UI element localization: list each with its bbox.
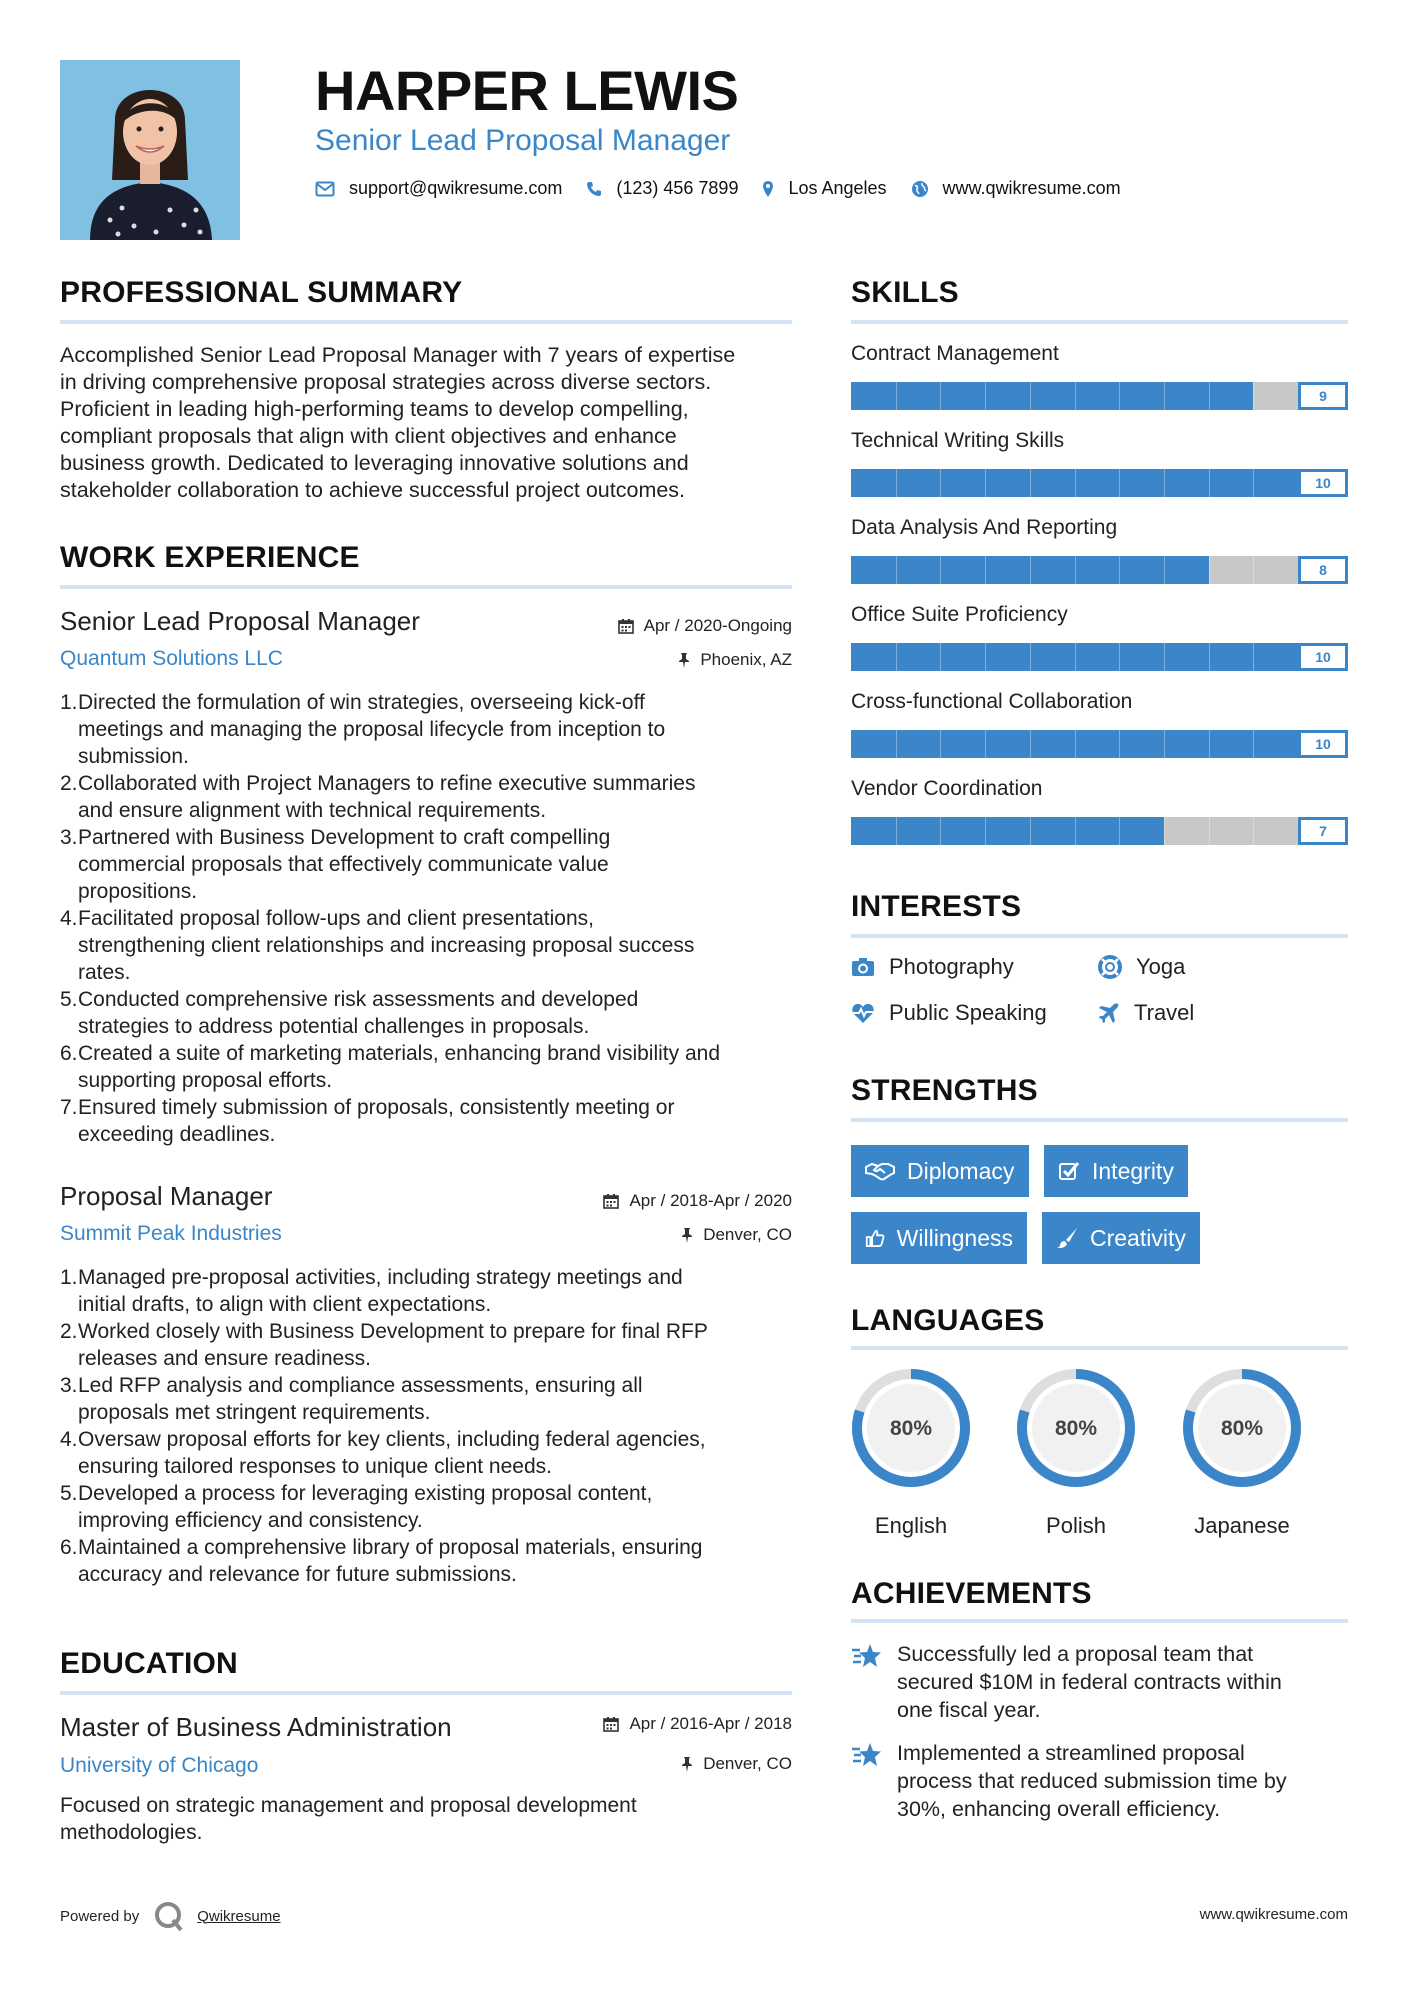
- skill-level-badge: 10: [1298, 730, 1348, 758]
- interest-photography: Photography: [851, 954, 1014, 980]
- strength-tag-creativity: Creativity: [1042, 1212, 1200, 1264]
- skill-bar-segment: [1119, 469, 1120, 497]
- education-divider: [60, 1691, 792, 1695]
- footer-powered-by: Powered by Qwikresume: [60, 1900, 281, 1932]
- language-name: Japanese: [1194, 1513, 1290, 1538]
- skill-bar-segment: [1209, 817, 1210, 845]
- list-item: 5. Developed a process for leveraging existing proposal content, improving efficiency and consistency.: [60, 1482, 653, 1532]
- dates-text: Apr / 2016-Apr / 2018: [629, 1714, 792, 1733]
- skill-bar-segment: [1209, 556, 1210, 584]
- envelope-icon: [315, 181, 335, 197]
- list-item: 1. Directed the formulation of win strategies, overseeing kick-off meetings and managing the proposal lifecycle from inception to submission.: [60, 691, 666, 768]
- list-item: 3. Led RFP analysis and compliance assessments, ensuring all proposals met stringent requirements.: [60, 1374, 643, 1424]
- brush-icon: [1056, 1227, 1078, 1249]
- work-heading: WORK EXPERIENCE: [60, 541, 360, 574]
- job-location: [678, 650, 792, 670]
- job-company: Quantum Solutions LLC: [60, 647, 283, 670]
- qwikresume-logo-icon: [153, 1900, 185, 1932]
- skill-bar-segment: [1030, 817, 1031, 845]
- list-item: 7. Ensured timely submission of proposals, consistently meeting or exceeding deadlines.: [60, 1096, 675, 1146]
- education-location: [681, 1754, 792, 1774]
- strength-tag-willingness: Willingness: [851, 1212, 1027, 1264]
- footer-website[interactable]: www.qwikresume.com: [1199, 1906, 1348, 1923]
- job-bullets: [60, 1264, 800, 1588]
- skill-bar-segment: [1119, 556, 1120, 584]
- location-text: Denver, CO: [703, 1225, 792, 1244]
- skill-name: Contract Management: [851, 342, 1059, 365]
- skill-bar-segment: [1164, 817, 1165, 845]
- skill-bar: [851, 469, 1348, 497]
- language-item: [849, 1366, 973, 1539]
- profile-photo: [60, 60, 240, 240]
- strength-tag-integrity: Integrity: [1044, 1145, 1188, 1197]
- skill-bar-segment: [940, 556, 941, 584]
- thumbs-up-icon: [865, 1227, 885, 1249]
- interest-yoga: Yoga: [1098, 954, 1185, 980]
- skill-bar-segment: [1030, 643, 1031, 671]
- skill-bar: [851, 817, 1348, 845]
- job-dates: [618, 616, 792, 636]
- candidate-name: HARPER LEWIS: [315, 59, 739, 122]
- skill-bar-segment: [896, 643, 897, 671]
- skill-bar-segment: [1164, 382, 1165, 410]
- language-item: [1180, 1366, 1304, 1539]
- skill-bar-segment: [1209, 469, 1210, 497]
- skill-name: Cross-functional Collaboration: [851, 690, 1133, 713]
- map-pin-icon: [762, 180, 774, 198]
- summary-line: business growth. Dedicated to leveraging innovative solutions and: [60, 451, 689, 475]
- job-company: Summit Peak Industries: [60, 1222, 282, 1245]
- languages-divider: [851, 1346, 1348, 1350]
- list-item: 6. Created a suite of marketing materials, enhancing brand visibility and supporting proposal efforts.: [60, 1042, 721, 1092]
- job-location: [681, 1225, 792, 1245]
- skill-bar-segment: [1164, 643, 1165, 671]
- skills-divider: [851, 320, 1348, 324]
- degree-title: Master of Business Administration: [60, 1712, 452, 1742]
- skill-bar-segment: [1030, 382, 1031, 410]
- skill-bar-segment: [896, 556, 897, 584]
- school-name: University of Chicago: [60, 1754, 259, 1777]
- skill-bar-segment: [1030, 730, 1031, 758]
- language-name: English: [874, 1513, 948, 1538]
- contact-email[interactable]: [315, 178, 562, 199]
- list-item: 6. Maintained a comprehensive library of proposal materials, ensuring accuracy and relevance for future submissions.: [60, 1536, 703, 1586]
- language-percent-label: 80%: [889, 1417, 933, 1440]
- pushpin-icon: [681, 1227, 693, 1244]
- plane-icon: [1098, 1002, 1120, 1024]
- location-text: Denver, CO: [703, 1754, 792, 1773]
- skill-bar-fill: [851, 382, 1253, 410]
- skill-bar-segment: [1164, 730, 1165, 758]
- pushpin-icon: [678, 652, 690, 669]
- skill-bar-segment: [985, 382, 986, 410]
- skill-bar: [851, 556, 1348, 584]
- skill-bar-segment: [985, 643, 986, 671]
- skill-bar-fill: [851, 817, 1164, 845]
- skill-level-badge: 10: [1298, 643, 1348, 671]
- education-description: Focused on strategic management and proposal development methodologies.: [60, 1794, 637, 1844]
- skill-bar-segment: [1164, 469, 1165, 497]
- skill-bar-segment: [1253, 556, 1254, 584]
- skill-bar-segment: [1075, 730, 1076, 758]
- strength-tag-diplomacy: Diplomacy: [851, 1145, 1029, 1197]
- footer-brand-link[interactable]: Qwikresume: [197, 1907, 281, 1925]
- list-item: 2. Collaborated with Project Managers to refine executive summaries and ensure alignment with technical requirements.: [60, 772, 696, 822]
- interest-public-speaking: Public Speaking: [851, 1000, 1047, 1026]
- skill-name: Technical Writing Skills: [851, 429, 1065, 452]
- dates-text: Apr / 2018-Apr / 2020: [629, 1191, 792, 1210]
- list-item: 4. Oversaw proposal efforts for key clients, including federal agencies, ensuring tailored responses to unique client needs.: [60, 1428, 706, 1478]
- language-percent-label: 80%: [1054, 1417, 1098, 1440]
- calendar-icon: [603, 1716, 619, 1732]
- summary-text: [60, 342, 795, 504]
- skill-bar-segment: [896, 817, 897, 845]
- interests-divider: [851, 934, 1348, 938]
- skill-bar: [851, 382, 1348, 410]
- summary-line: stakeholder collaboration to achieve successful project outcomes.: [60, 478, 686, 502]
- list-item: 2. Worked closely with Business Development to prepare for final RFP releases and ensure readiness.: [60, 1320, 708, 1370]
- skill-bar-segment: [1030, 556, 1031, 584]
- skill-bar-segment: [1209, 643, 1210, 671]
- language-percent-label: 80%: [1220, 1417, 1264, 1440]
- summary-heading: PROFESSIONAL SUMMARY: [60, 276, 463, 309]
- skill-bar-segment: [940, 643, 941, 671]
- globe-icon: [911, 180, 929, 198]
- skill-bar-segment: [985, 817, 986, 845]
- handshake-icon: [865, 1161, 895, 1181]
- star-icon: [851, 1741, 883, 1769]
- contact-website[interactable]: [911, 178, 1121, 199]
- dates-text: Apr / 2020-Ongoing: [643, 616, 792, 635]
- skill-bar-segment: [1253, 469, 1254, 497]
- skill-bar-segment: [1075, 382, 1076, 410]
- language-progress-ring: [1014, 1366, 1138, 1490]
- skill-level-badge: 7: [1298, 817, 1348, 845]
- skill-bar-segment: [1119, 382, 1120, 410]
- skill-level-badge: 10: [1298, 469, 1348, 497]
- summary-divider: [60, 320, 792, 324]
- education-dates: [603, 1714, 792, 1734]
- skill-bar-segment: [1075, 556, 1076, 584]
- skill-bar-segment: [940, 382, 941, 410]
- job-title: Proposal Manager: [60, 1181, 273, 1211]
- skill-bar-segment: [1253, 730, 1254, 758]
- interests-heading: INTERESTS: [851, 890, 1022, 923]
- skill-bar-segment: [1253, 382, 1254, 410]
- achievements-divider: [851, 1619, 1348, 1623]
- skill-bar-segment: [1164, 556, 1165, 584]
- heartbeat-icon: [851, 1002, 875, 1024]
- list-item: 5. Conducted comprehensive risk assessments and developed strategies to address potential challenges in proposals.: [60, 988, 639, 1038]
- skill-bar-segment: [1075, 817, 1076, 845]
- language-name: Polish: [1046, 1513, 1106, 1538]
- job-dates: [603, 1191, 792, 1211]
- skill-bar-segment: [1030, 469, 1031, 497]
- candidate-title: Senior Lead Proposal Manager: [315, 124, 731, 157]
- calendar-icon: [618, 618, 634, 634]
- skill-bar-segment: [985, 556, 986, 584]
- strengths-divider: [851, 1118, 1348, 1122]
- language-progress-ring: [1180, 1366, 1304, 1490]
- list-item: 1. Managed pre-proposal activities, including strategy meetings and initial drafts, to align with client expectations.: [60, 1266, 683, 1316]
- contact-row: [315, 178, 1145, 199]
- language-progress-ring: [849, 1366, 973, 1490]
- skill-name: Vendor Coordination: [851, 777, 1043, 800]
- interest-travel: Travel: [1098, 1000, 1194, 1026]
- languages-heading: LANGUAGES: [851, 1304, 1045, 1337]
- skill-bar-segment: [940, 817, 941, 845]
- skill-name: Office Suite Proficiency: [851, 603, 1068, 626]
- skill-bar-segment: [896, 382, 897, 410]
- achievements-heading: ACHIEVEMENTS: [851, 1577, 1092, 1610]
- skill-bar-segment: [1209, 382, 1210, 410]
- location-text: Phoenix, AZ: [700, 650, 792, 669]
- skill-bar-segment: [1075, 643, 1076, 671]
- language-item: [1014, 1366, 1138, 1539]
- achievement-item: Successfully led a proposal team that secured $10M in federal contracts within one fiscal year.: [851, 1640, 1348, 1724]
- skill-bar: [851, 730, 1348, 758]
- education-heading: EDUCATION: [60, 1647, 238, 1680]
- skills-heading: SKILLS: [851, 276, 959, 309]
- phone-icon: [586, 181, 602, 197]
- summary-line: in driving comprehensive proposal strategies across diverse sectors.: [60, 370, 712, 394]
- summary-line: Proficient in leading high-performing teams to develop compelling,: [60, 397, 689, 421]
- contact-phone[interactable]: [586, 178, 738, 199]
- calendar-icon: [603, 1193, 619, 1209]
- list-item: 3. Partnered with Business Development to craft compelling commercial proposals that effectively communicate value propositions.: [60, 826, 611, 903]
- skill-bar-segment: [1119, 643, 1120, 671]
- skill-bar-segment: [1119, 817, 1120, 845]
- skill-level-badge: 9: [1298, 382, 1348, 410]
- skill-bar-segment: [940, 469, 941, 497]
- contact-location: [762, 178, 886, 199]
- list-item: 4. Facilitated proposal follow-ups and client presentations, strengthening client relationships and increasing proposal success rates.: [60, 907, 695, 984]
- job-title: Senior Lead Proposal Manager: [60, 606, 420, 636]
- website-text: www.qwikresume.com: [942, 178, 1121, 198]
- skill-bar-segment: [1209, 730, 1210, 758]
- star-icon: [851, 1642, 883, 1670]
- skill-level-badge: 8: [1298, 556, 1348, 584]
- skill-bar-segment: [896, 469, 897, 497]
- summary-line: Accomplished Senior Lead Proposal Manager with 7 years of expertise: [60, 343, 736, 367]
- strengths-heading: STRENGTHS: [851, 1074, 1038, 1107]
- pushpin-icon: [681, 1756, 693, 1773]
- summary-line: compliant proposals that align with client objectives and enhance: [60, 424, 677, 448]
- skill-bar-segment: [985, 469, 986, 497]
- email-text: support@qwikresume.com: [349, 178, 563, 198]
- location-text: Los Angeles: [788, 178, 887, 198]
- job-bullets: [60, 689, 800, 1148]
- skill-bar-segment: [1119, 730, 1120, 758]
- lifebuoy-icon: [1098, 955, 1122, 979]
- skill-bar-segment: [1253, 817, 1254, 845]
- skill-bar-segment: [1253, 643, 1254, 671]
- skill-bar-segment: [896, 730, 897, 758]
- phone-text: (123) 456 7899: [616, 178, 739, 198]
- skill-bar-segment: [940, 730, 941, 758]
- camera-icon: [851, 957, 875, 977]
- skill-bar: [851, 643, 1348, 671]
- work-divider: [60, 585, 792, 589]
- achievement-item: Implemented a streamlined proposal process that reduced submission time by 30%, enhancing overall efficiency.: [851, 1739, 1348, 1823]
- check-square-icon: [1058, 1160, 1080, 1182]
- skill-bar-segment: [1075, 469, 1076, 497]
- skill-bar-segment: [985, 730, 986, 758]
- skill-name: Data Analysis And Reporting: [851, 516, 1118, 539]
